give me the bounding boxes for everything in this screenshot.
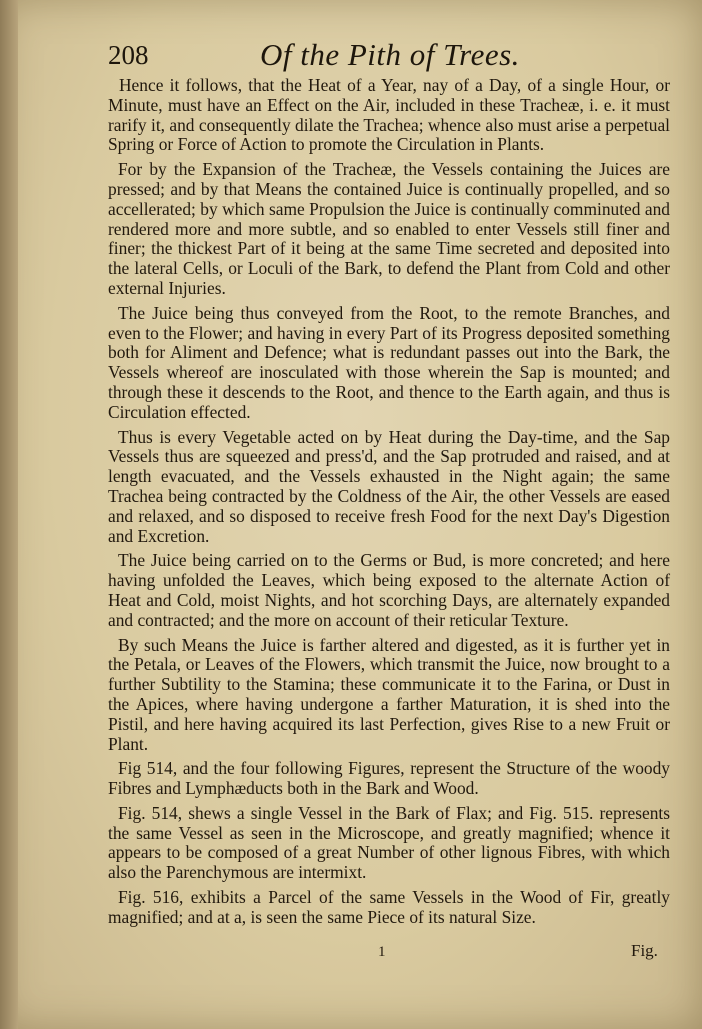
catchword: Fig. <box>631 941 658 960</box>
page-header <box>108 37 668 76</box>
paragraph: The Juice being carried on to the Germs or Bud, is more concreted; and here having unfolded the Leaves, which being exposed to the alternate Action of Heat and Cold, moist Nights, and hot scorching Days, are alternately expanded and contracted; and the more on account of their reticular Texture. <box>108 550 670 630</box>
paragraph: Hence it follows, that the Heat of a Year, nay of a Day, of a single Hour, or Minute, must have an Effect on the Air, included in these Tracheæ, i. e. it must rarify it, and consequently dilate the Trachea; whence also must arise a perpetual Spring or Force of Action to promote the Circulation in Plants. <box>108 75 670 155</box>
paragraph: The Juice being thus conveyed from the Root, to the remote Branches, and even to the Flower; and having in every Part of its Progress deposited something both for Aliment and Defence; what is redundant passes out into the Bark, the Vessels whereof are inosculated with those wherein the Sap is mounted; and through these it descends to the Root, and thence to the Earth again, and thus is Circulation effected. <box>108 302 670 422</box>
paragraph: By such Means the Juice is farther altered and digested, as it is further yet in the Petala, or Leaves of the Flowers, which transmit the Juice, now brought to a further Subtility to the Stamina; these communicate it to the Farina, or Dust in the Apices, where having undergone a farther Maturation, it is shed into the Pistil, and here having acquired its last Perfection, gives Rise to a new Fruit or Plant. <box>108 634 670 754</box>
paragraph: Fig. 514, shews a single Vessel in the Bark of Flax; and Fig. 515. represents the same Vessel as seen in the Microscope, and greatly magnified; whence it appears to be composed of a great Number of other lignous Fibres, with which also the Parenchymous are intermixt. <box>108 802 670 883</box>
running-head: Of the Pith of Trees. <box>260 37 520 72</box>
paragraph: For by the Expansion of the Tracheæ, the Vessels containing the Juices are pressed; and by that Means the contained Juice is continually propelled, and so accellerated; by which same Propulsion the Juice is continually comminuted and rendered more and more subtle, and so enabled to enter Vessels still finer and finer; the thickest Part of it being at the same Time secreted and deposited into the lateral Cells, or Loculi of the Bark, to defend the Plant from Cold and other external Injuries. <box>108 159 670 298</box>
signature-mark: 1 <box>378 944 386 960</box>
body-text <box>108 76 670 933</box>
paragraph: Fig 514, and the four following Figures, represent the Structure of the woody Fibres and Lymphæducts both in the Bark and Wood. <box>108 758 670 799</box>
page-number: 208 <box>108 40 149 70</box>
page-gutter <box>0 0 18 1029</box>
paragraph: Fig. 516, exhibits a Parcel of the same Vessels in the Wood of Fir, greatly magnified; and at a, is seen the same Piece of its natural Size. <box>108 887 670 927</box>
paragraph: Thus is every Vegetable acted on by Heat during the Day-time, and the Sap Vessels thus are squeezed and press'd, and the Sap protruded and raised, and at length evacuated, and the Vessels exhausted in the Night again; the same Trachea being contracted by the Coldness of the Air, the other Vessels are eased and relaxed, and so disposed to receive fresh Food for the next Day's Digestion and Excretion. <box>108 426 670 546</box>
